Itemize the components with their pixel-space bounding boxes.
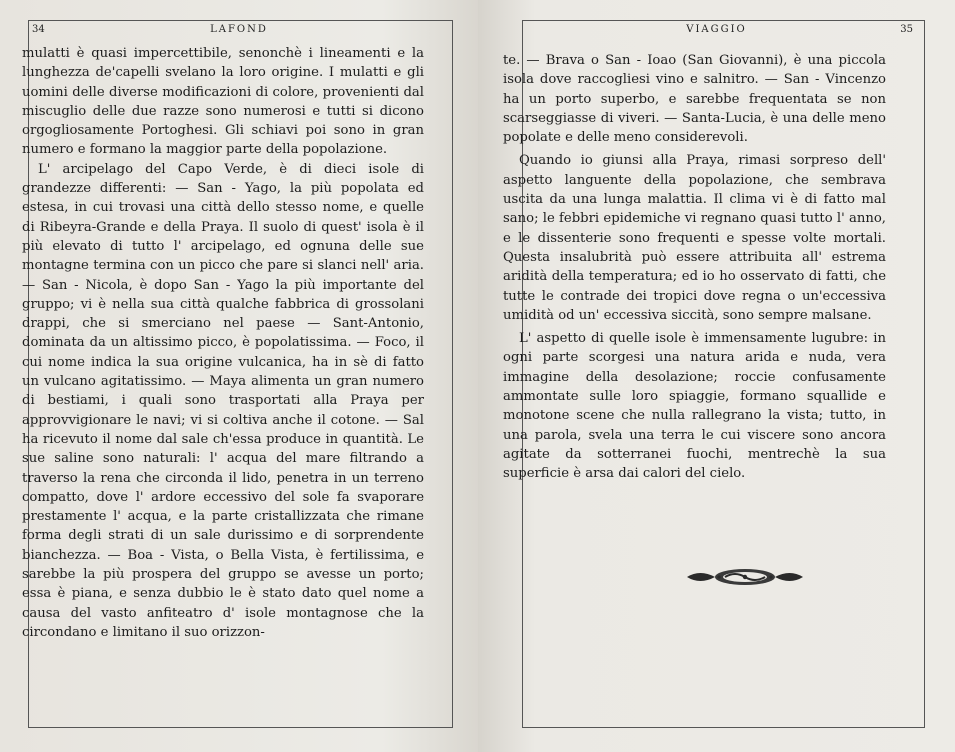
- right-running-title: VIAGGIO: [686, 24, 747, 35]
- left-body-text: [22, 44, 424, 642]
- left-paragraph-2: L' arcipelago del Capo Verde, è di dieci isole di grandezze differenti: — San - Yago, la più popolata ed estesa, in cui trovasi una città dello stesso nome, e quelle di Ribeyra-Grande e della Praya. Il suolo di quest' isola è il più elevato di tutto l' arcipelago, ed ognuna delle sue montagne termina con un picco che pare si slanci nell' aria. — San - Nicola, è dopo San - Yago la più importante del gruppo; vi è nella sua città qualche fabbrica di grossolani drappi, che si smerciano nel paese — Sant-Antonio, dominata da un altissimo picco, è popolatissima. — Foco, il cui nome indica la sua origine vulcanica, ha in sè di fatto un vulcano agitatissimo. — Maya alimenta un gran numero di bestiami, i quali sono trasportati alla Praya per approvvigionare le navi; vi si coltiva anche il cotone. — Sal ha ricevuto il nome dal sale ch'essa produce in quantità. Le sue saline sono naturali: l' acqua del mare filtrando a traverso la rena che circonda il lido, penetra in un terreno compatto, dove l' ardore eccessivo del sole fa svaporare prestamente l' acqua, e la parte cristallizzata che rimane forma degli strati di un sale durissimo e di sorprendente bianchezza. — Boa - Vista, o Bella Vista, è fertilissima, e sarebbe la più prospera del gruppo se avesse un porto; essa è piana, e senza dubbio le è stato dato quel nome a causa del vasto anfiteatro d' isole montagnose che la circondano e limitano il suo orizzon-: [22, 161, 424, 640]
- right-page-number: 35: [900, 24, 913, 35]
- left-paragraph-1: mulatti è quasi impercettibile, senonchè i lineamenti e la lunghezza de'capelli svelano la loro origine. I mulatti e gli uomini delle diverse modificazioni di colore, provenienti dal miscuglio delle due razze sono numerosi e tutti si dicono orgogliosamente Portoghesi. Gli schiavi poi sono in gran numero e formano la maggior parte della popolazione.: [22, 46, 424, 158]
- right-paragraph-2: Quando io giunsi alla Praya, rimasi sorpreso dell' aspetto languente della popolazione, che sembrava uscita da una lunga malattia. Il clima vi è di fatto mal sano; le febbri epidemiche vi regnano quasi tutto l' anno, e le dissenterie sono frequenti e spesse volte mortali. Questa insalubrità può essere attribuita all' estrema aridità della temperatura; ed io ho osservato di fatti, che tutte le contrade dei tropici dove regna o un'eccessiva umidità od un' eccessiva siccità, sono sempre malsane.: [503, 153, 886, 323]
- ornament-icon: [685, 566, 805, 588]
- right-paragraph-3: L' aspetto di quelle isole è immensamente lugubre: in ogni parte scorgesi una natura arida e nuda, vera immagine della desolazione; roccie confusamente ammontate sulle loro spiaggie, formano squallide e monotone scene che nulla rallegrano la vista; tutto, in una parola, svela una terra le cui viscere sono ancora agitate da sotterranei fuochi, mentrechè la sua superficie è arsa dai calori del cielo.: [503, 331, 886, 482]
- left-page-number: 34: [32, 24, 45, 35]
- right-page: [478, 0, 955, 752]
- right-body-text: [503, 51, 886, 484]
- left-running-head: [0, 24, 478, 40]
- right-running-head: [478, 24, 955, 40]
- left-running-title: LAFOND: [210, 24, 268, 35]
- right-paragraph-1: te. — Brava o San - Ioao (San Giovanni), è una piccola isola dove raccogliesi vino e salnitro. — San - Vincenzo ha un porto superbo, e sarebbe frequentata se non scarseggiasse di viveri. — Santa-Lucia, è una delle meno popolate e delle meno considerevoli.: [503, 53, 886, 146]
